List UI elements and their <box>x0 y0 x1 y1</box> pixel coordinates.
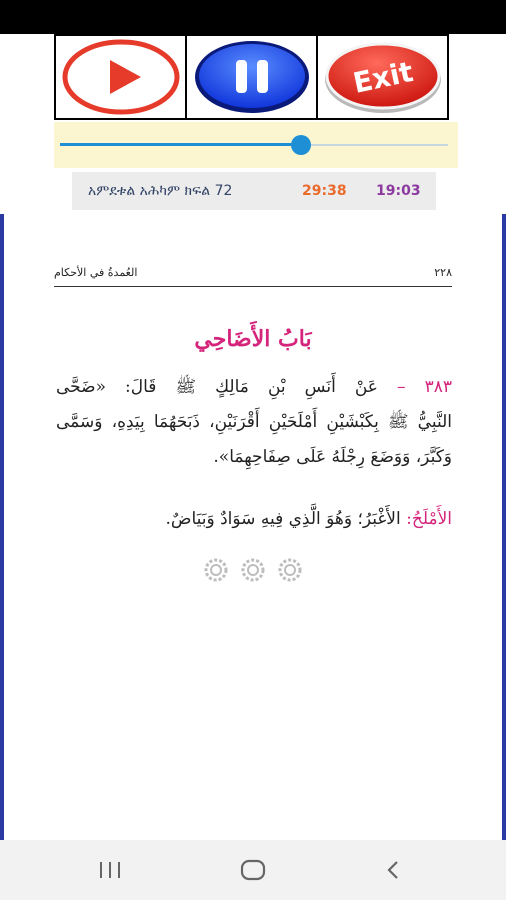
play-button[interactable] <box>54 34 187 120</box>
home-icon <box>239 859 267 881</box>
flower-ornament-icon <box>203 557 229 583</box>
pause-button[interactable] <box>185 34 318 120</box>
play-icon <box>61 38 181 116</box>
system-nav-bar <box>0 840 506 900</box>
back-icon <box>384 859 404 881</box>
status-bar <box>0 0 506 34</box>
home-button[interactable] <box>233 856 273 884</box>
flower-ornament-icon <box>277 557 303 583</box>
page-border-right <box>502 214 506 840</box>
page-header <box>54 266 452 284</box>
svg-text:Exit: Exit <box>349 55 416 100</box>
hadith-line: وَكَبَّرَ، وَوَضَعَ رِجْلَهُ عَلَى صِفَاحِهِمَا». <box>213 447 452 467</box>
recents-icon <box>97 860 123 880</box>
flower-ornament-icon <box>240 557 266 583</box>
player-controls <box>54 34 453 120</box>
page-border-left <box>0 214 4 840</box>
total-duration: 19:03 <box>376 183 421 199</box>
page-number: ٢٢٨ <box>434 266 452 279</box>
vocabulary-note <box>56 502 452 537</box>
track-info-bar <box>72 172 436 210</box>
elapsed-time: 29:38 <box>302 183 347 199</box>
exit-button[interactable] <box>316 34 449 120</box>
seek-thumb[interactable] <box>291 135 311 155</box>
hadith-line: النَّبِيُّ ﷺ بِكَبْشَيْنِ أَمْلَحَيْنِ أَقْرَنَيْنِ، ذَبَحَهُمَا بِيَدِهِ، وَسَمَّى <box>56 412 452 432</box>
section-ornament <box>203 557 303 583</box>
header-divider <box>54 286 452 287</box>
pause-icon <box>192 38 312 116</box>
recents-button[interactable] <box>90 856 130 884</box>
book-page[interactable] <box>0 214 506 840</box>
seek-panel <box>54 122 458 168</box>
book-title: العُمدةُ في الأحكام <box>54 266 138 279</box>
track-title: አምደቱል አሕካም ክፍል 72 <box>88 183 233 199</box>
note-text: الأَغْبَرُ؛ وَهُوَ الَّذِي فِيهِ سَوَادٌ وَبَيَاضٌ. <box>165 509 401 529</box>
exit-icon <box>321 37 445 117</box>
note-term: الأَمْلَحُ: <box>406 509 452 529</box>
hadith-line: ٣٨٣ – عَنْ أَنَسِ بْنِ مَالِكٍ ﷺ قَالَ: «ضَحَّى <box>56 377 452 397</box>
chapter-title: بَابُ الأَضَاحِي <box>194 326 312 352</box>
seek-progress <box>60 143 301 146</box>
hadith-text <box>56 370 452 475</box>
back-button[interactable] <box>374 856 414 884</box>
hadith-number: ٣٨٣ – <box>397 377 452 397</box>
